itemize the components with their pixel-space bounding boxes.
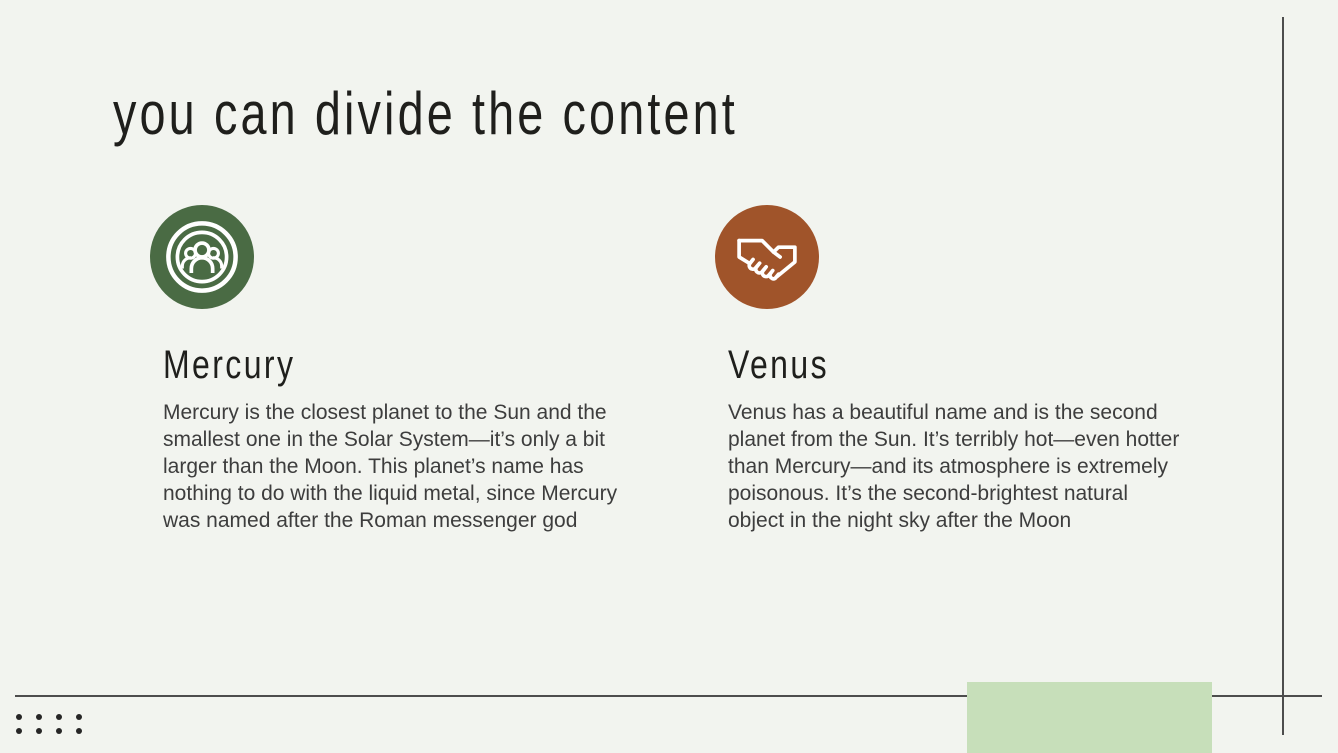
slide-title: you can divide the content — [113, 80, 738, 147]
handshake-icon — [715, 205, 819, 309]
column-heading-venus: Venus — [728, 343, 829, 387]
content-column-mercury — [150, 205, 630, 534]
dot — [16, 714, 22, 720]
dot — [56, 728, 62, 734]
column-heading-mercury: Mercury — [163, 343, 296, 387]
group-audience-icon — [150, 205, 254, 309]
column-body-venus: Venus has a beautiful name and is the second planet from the Sun. It’s terribly hot—even hotter than Mercury—and its atmosphere is extremely poisonous. It’s the second-brightest natural object in the night sky after the Moon — [728, 401, 1180, 532]
dot — [56, 714, 62, 720]
accent-rectangle — [967, 682, 1212, 753]
dot — [16, 728, 22, 734]
column-body-mercury: Mercury is the closest planet to the Sun and the smallest one in the Solar System—it’s only a bit larger than the Moon. This planet’s name has nothing to do with the liquid metal, since Mercury was named after the Roman messenger god — [163, 401, 618, 532]
dot — [36, 714, 42, 720]
content-column-venus — [715, 205, 1195, 534]
dot — [76, 714, 82, 720]
dot — [36, 728, 42, 734]
dot — [76, 728, 82, 734]
dot-grid-decoration — [16, 714, 82, 734]
vertical-divider-line — [1282, 17, 1284, 735]
